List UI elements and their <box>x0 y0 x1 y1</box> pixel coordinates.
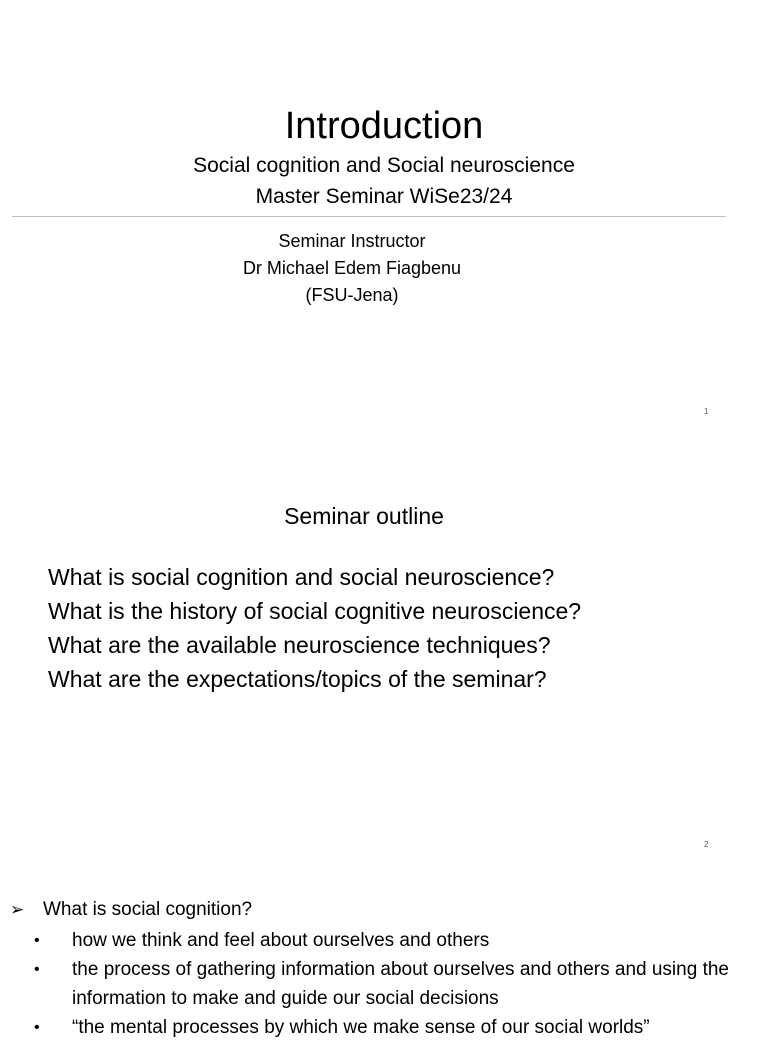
outline-question: What are the expectations/topics of the seminar? <box>48 666 547 692</box>
title-divider <box>12 216 726 217</box>
slide-subtitle-seminar: Master Seminar WiSe23/24 <box>255 185 513 208</box>
slide-intro <box>0 0 768 433</box>
question-heading-text: What is social cognition? <box>43 899 253 920</box>
definition-text: “the mental processes by which we make sense of our social worlds” <box>72 1017 650 1038</box>
definition-item <box>34 1013 778 1042</box>
slide-subtitle-course: Social cognition and Social neuroscience <box>193 154 575 177</box>
bullet-icon: • <box>34 932 40 949</box>
instructor-name: Dr Michael Edem Fiagbenu <box>242 258 462 278</box>
slide-outline <box>0 433 768 866</box>
slide-page-number: 1 <box>704 407 709 416</box>
outline-title: Seminar outline <box>284 503 444 529</box>
arrow-bullet-icon: ➢ <box>10 900 25 919</box>
outline-question: What is social cognition and social neuroscience? <box>48 564 555 590</box>
outline-question: What are the available neuroscience techniques? <box>48 632 551 658</box>
definition-text: how we think and feel about ourselves and others <box>72 930 490 951</box>
question-heading <box>10 897 252 923</box>
bullet-icon: • <box>34 1019 40 1036</box>
definition-item <box>34 955 778 1013</box>
outline-question: What is the history of social cognitive neuroscience? <box>48 598 582 624</box>
instructor-label: Seminar Instructor <box>278 231 426 251</box>
slide-page-number: 2 <box>704 840 709 849</box>
instructor-affiliation: (FSU-Jena) <box>305 285 399 305</box>
definition-text: the process of gathering information about ourselves and others and using the information to make and guide our social decisions <box>72 959 729 1009</box>
definition-item <box>34 926 778 955</box>
slide-title: Introduction <box>284 105 484 147</box>
bullet-icon: • <box>34 961 40 978</box>
definition-list <box>34 926 778 1042</box>
outline-question-list <box>48 560 581 696</box>
slide-social-cognition <box>0 866 768 1038</box>
